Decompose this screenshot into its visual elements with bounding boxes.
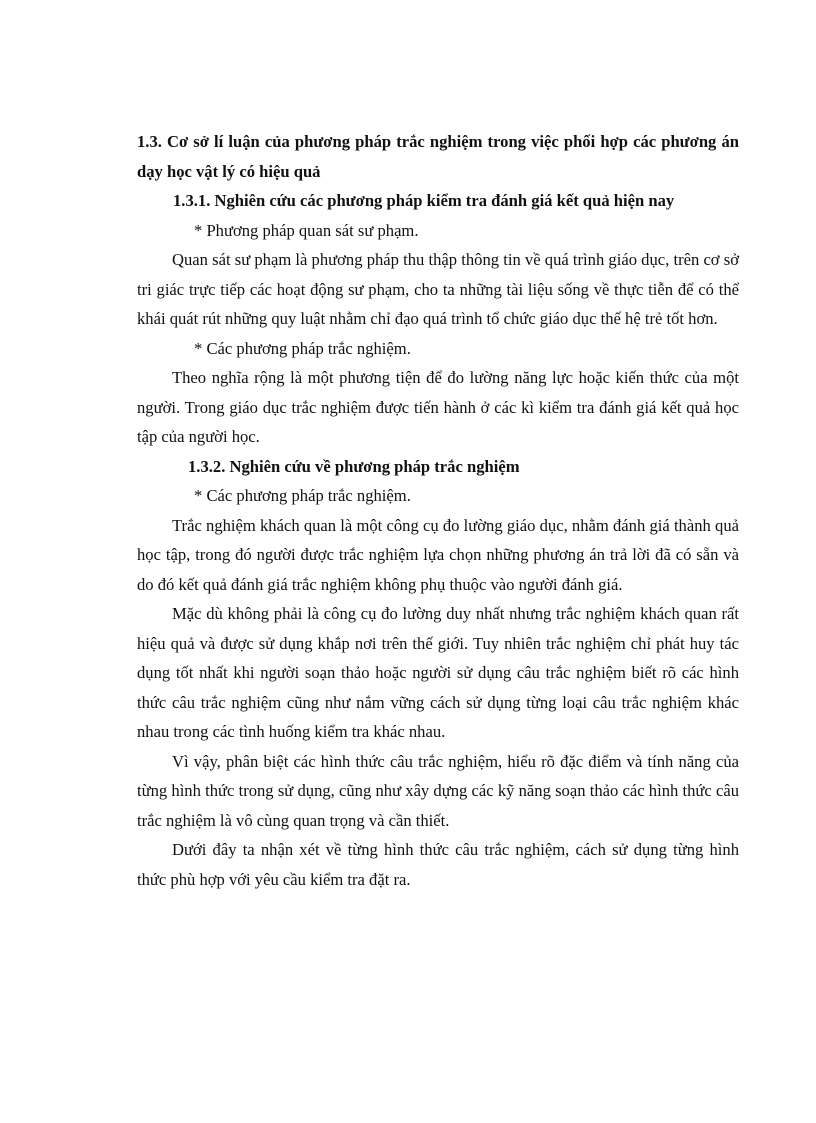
subsection-1-paragraph-2: Theo nghĩa rộng là một phương tiện để đo lường năng lực hoặc kiến thức của một người. Trong giáo dục trắc nghiệm được tiến hành ở các kì kiểm tra đánh giá kết quả học tập của người học. (137, 368, 739, 446)
subsection-2-paragraph-4: Dưới đây ta nhận xét về từng hình thức câu trắc nghiệm, cách sử dụng từng hình thức phù hợp với yêu cầu kiểm tra đặt ra. (137, 840, 739, 889)
subsection-2-paragraph-3: Vì vậy, phân biệt các hình thức câu trắc nghiệm, hiểu rõ đặc điểm và tính năng của từng hình thức trong sử dụng, cũng như xây dựng các kỹ năng soạn thảo các hình thức câu trắc nghiệm là vô cùng quan trọng và cần thiết. (137, 751, 739, 830)
subsection-2-bullet-1: * Các phương pháp trắc nghiệm. (194, 486, 411, 505)
subsection-1-title: 1.3.1. Nghiên cứu các phương pháp kiểm tra đánh giá kết quả hiện nay (173, 191, 675, 210)
subsection-2-paragraph-2: Mặc dù không phải là công cụ đo lường duy nhất nhưng trắc nghiệm khách quan rất hiệu quả và được sử dụng khắp nơi trên thế giới. Tuy nhiên trắc nghiệm chỉ phát huy tác dụng tốt nhất khi người soạn thảo hoặc người sử dụng câu trắc nghiệm biết rõ các hình thức câu trắc nghiệm cũng như nắm vững cách sử dụng từng loại câu trắc nghiệm khác nhau trong các tình huống kiểm tra khác nhau. (137, 604, 739, 741)
document-body (137, 127, 739, 894)
subsection-1-paragraph-1: Quan sát sư phạm là phương pháp thu thập thông tin về quá trình giáo dục, trên cơ sở tri giác trực tiếp các hoạt động sư phạm, cho ta những tài liệu sống về thực tiễn để có thể khái quát rút những quy luật nhằm chỉ đạo quá trình tổ chức giáo dục thế hệ trẻ tốt hơn. (137, 250, 739, 328)
section-heading: 1.3. Cơ sở lí luận của phương pháp trắc nghiệm trong việc phối hợp các phương án dạy học vật lý có hiệu quả (137, 132, 739, 181)
subsection-1-bullet-2: * Các phương pháp trắc nghiệm. (194, 338, 411, 358)
subsection-2-paragraph-1: Trắc nghiệm khách quan là một công cụ đo lường giáo dục, nhằm đánh giá thành quả học tập, trong đó người được trắc nghiệm lựa chọn những phương án trả lời đã có sẵn và do đó kết quả đánh giá trắc nghiệm không phụ thuộc vào người đánh giá. (137, 515, 739, 594)
subsection-1-bullet-1: * Phương pháp quan sát sư phạm. (194, 220, 419, 240)
subsection-2-title: 1.3.2. Nghiên cứu về phương pháp trắc nghiệm (188, 456, 520, 476)
